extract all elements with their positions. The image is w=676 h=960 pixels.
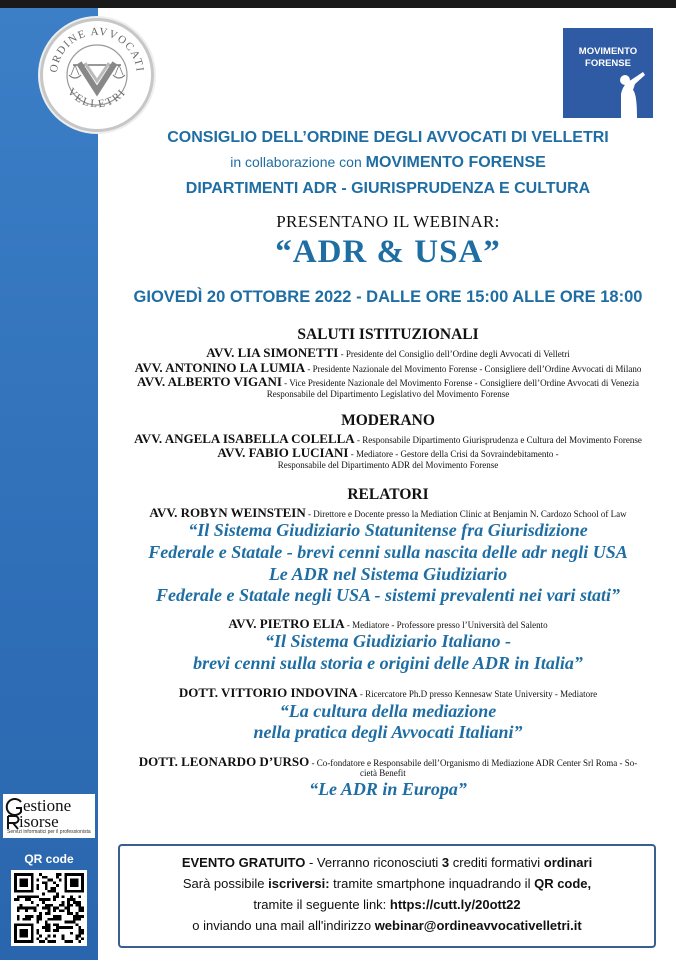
footer-text: Sarà possibile: [182, 876, 269, 891]
speaker-role: - Vice Presidente Nazionale del Movimento Forense - Consigliere dell’Ordine Avvocati di Venezia: [281, 378, 639, 388]
speaker-role: - Presidente del Consiglio dell’Ordine degli Avvocati di Velletri: [338, 349, 570, 359]
relatore-4-role2: cietà Benefit: [360, 768, 406, 778]
relatore-2-quote-line-1: “Il Sistema Giudiziario Italiano -: [264, 631, 512, 651]
saluti-speaker-3-role2: Responsabile del Dipartimento Legislativo del Movimento Forense: [266, 389, 510, 399]
saluti-speaker-1: [100, 345, 676, 361]
relatore-3-quote-line-1: “La cultura della mediazione: [279, 701, 497, 721]
speaker-name: AVV. LIA SIMONETTI: [206, 345, 339, 360]
seal-top-text: ORDINE AVVOCATI: [47, 25, 146, 74]
relatori-heading: RELATORI: [347, 486, 429, 503]
speaker-name: AVV. ROBYN WEINSTEIN: [149, 505, 306, 520]
webinar-title: “ADR & USA”: [275, 234, 501, 270]
movimento-logo-text-2: FORENSE: [585, 58, 631, 69]
footer-line-1: [120, 852, 654, 873]
speaker-role: - Co-fondatore e Responsabile dell’Organismo di Mediazione ADR Center Srl Roma - So-: [309, 758, 638, 768]
speaker-name: AVV. PIETRO ELIA: [228, 616, 345, 631]
speaker-name: AVV. FABIO LUCIANI: [217, 445, 349, 460]
credits-type: ordinari: [543, 855, 593, 870]
footer-text: tramite smartphone inquadrando il: [329, 876, 535, 891]
seal-bottom-text: VELLETRI: [65, 85, 129, 111]
relatore-3-quote-line-2: nella pratica degli Avvocati Italiani”: [253, 722, 523, 742]
gestione-tagline: Servizi informatici per il professionista: [7, 829, 91, 835]
footer-text: crediti formativi: [449, 855, 544, 870]
relatore-3: [100, 685, 676, 701]
header-organizer: CONSIGLIO DELL’ORDINE DEGLI AVVOCATI DI VELLETRI: [167, 129, 609, 146]
event-date: GIOVEDÌ 20 OTTOBRE 2022 - DALLE ORE 15:00 ALLE ORE 18:00: [133, 288, 643, 306]
scales-icon: [69, 63, 125, 91]
speaker-name: AVV. ANGELA ISABELLA COLELLA: [134, 431, 355, 446]
header-departments: DIPARTIMENTI ADR - GIURISPRUDENZA E CULTURA: [185, 180, 591, 197]
presentano-label: PRESENTANO IL WEBINAR:: [276, 212, 500, 231]
relatore-1-quote-line-3: Le ADR nel Sistema Giudiziario: [268, 564, 508, 584]
relatore-1: [100, 505, 676, 521]
saluti-heading: SALUTI ISTITUZIONALI: [297, 326, 479, 343]
relatore-4-quote: “Le ADR in Europa”: [309, 779, 467, 799]
qr-code-ref: QR code,: [534, 876, 592, 891]
risorse-text: isorse: [19, 812, 59, 831]
registration-email-link[interactable]: webinar@ordineavvocativelletri.it: [374, 918, 582, 933]
svg-text:ORDINE AVVOCATI: [48, 26, 146, 73]
speaker-role: - Ricercatore Ph.D presso Kennesaw State University - Mediatore: [357, 689, 598, 699]
relatore-2: [100, 616, 676, 632]
collab-prefix: in collaborazione con: [230, 154, 366, 170]
evento-gratuito: EVENTO GRATUITO: [181, 855, 306, 870]
speaker-name: DOTT. VITTORIO INDOVINA: [178, 685, 358, 700]
footer-line-2: [120, 873, 654, 894]
gestione-text: estione: [23, 796, 72, 815]
moderano-heading: MODERANO: [341, 412, 435, 429]
gestione-risorse-logo: [3, 794, 95, 838]
moderano-speaker-2: [100, 445, 676, 461]
speaker-role: - Presidente Nazionale del Movimento Forense - Consigliere dell’Ordine Avvocati di Milano: [305, 364, 642, 374]
registration-info-box: [118, 844, 656, 948]
relatore-1-quote-line-1: “Il Sistema Giudiziario Statunitense fra Giurisdizione: [188, 520, 588, 540]
speaker-name: AVV. ALBERTO VIGANI: [137, 374, 282, 389]
footer-line-4: [120, 915, 654, 936]
relatore-1-quote-line-2: Federale e Statale - brevi cenni sulla nascita delle adr negli USA: [148, 542, 628, 562]
registration-link[interactable]: https://cutt.ly/20ott22: [389, 897, 521, 912]
saluti-speaker-3: [100, 374, 676, 390]
credits-count: 3: [441, 855, 450, 870]
movimento-forense-logo: [563, 28, 653, 118]
qr-code-image[interactable]: [11, 870, 87, 946]
speaker-role: - Mediatore - Professore presso l’Università del Salento: [344, 620, 548, 630]
speaker-name: AVV. ANTONINO LA LUMIA: [134, 360, 306, 375]
top-dark-bar: [0, 0, 676, 8]
iscriversi-label: iscriversi:: [268, 876, 330, 891]
relatore-2-quote-line-2: brevi cenni sulla storia e origini delle ADR in Italia”: [193, 653, 583, 673]
movimento-logo-text-1: MOVIMENTO: [578, 46, 638, 57]
footer-text: - Verranno riconosciuti: [305, 855, 442, 870]
footer-text: o inviando una mail all'indirizzo: [192, 918, 375, 933]
speaker-role: - Responsabile Dipartimento Giurisprudenza e Cultura del Movimento Forense: [354, 435, 642, 445]
footer-text: tramite il seguente link:: [253, 897, 390, 912]
speaker-role: - Mediatore - Gestore della Crisi da Sovraindebitamento -: [348, 449, 559, 459]
moderano-speaker-2-role2: Responsabile del Dipartimento ADR del Movimento Forense: [277, 460, 499, 470]
collab-partner: MOVIMENTO FORENSE: [365, 154, 546, 171]
ordine-avvocati-seal: [40, 18, 154, 132]
footer-line-3: [120, 894, 654, 915]
header-collaboration: [100, 154, 676, 172]
qr-code-label: QR code: [24, 852, 74, 866]
figure-silhouette-icon: [563, 28, 653, 118]
speaker-role: - Direttore e Docente presso la Mediation Clinic at Benjamin N. Cardozo School of Law: [305, 509, 627, 519]
qr-code-icon: [14, 873, 84, 943]
relatore-1-quote-line-4: Federale e Statale negli USA - sistemi prevalenti nei vari stati”: [156, 585, 620, 605]
speaker-name: DOTT. LEONARDO D’URSO: [138, 754, 310, 769]
